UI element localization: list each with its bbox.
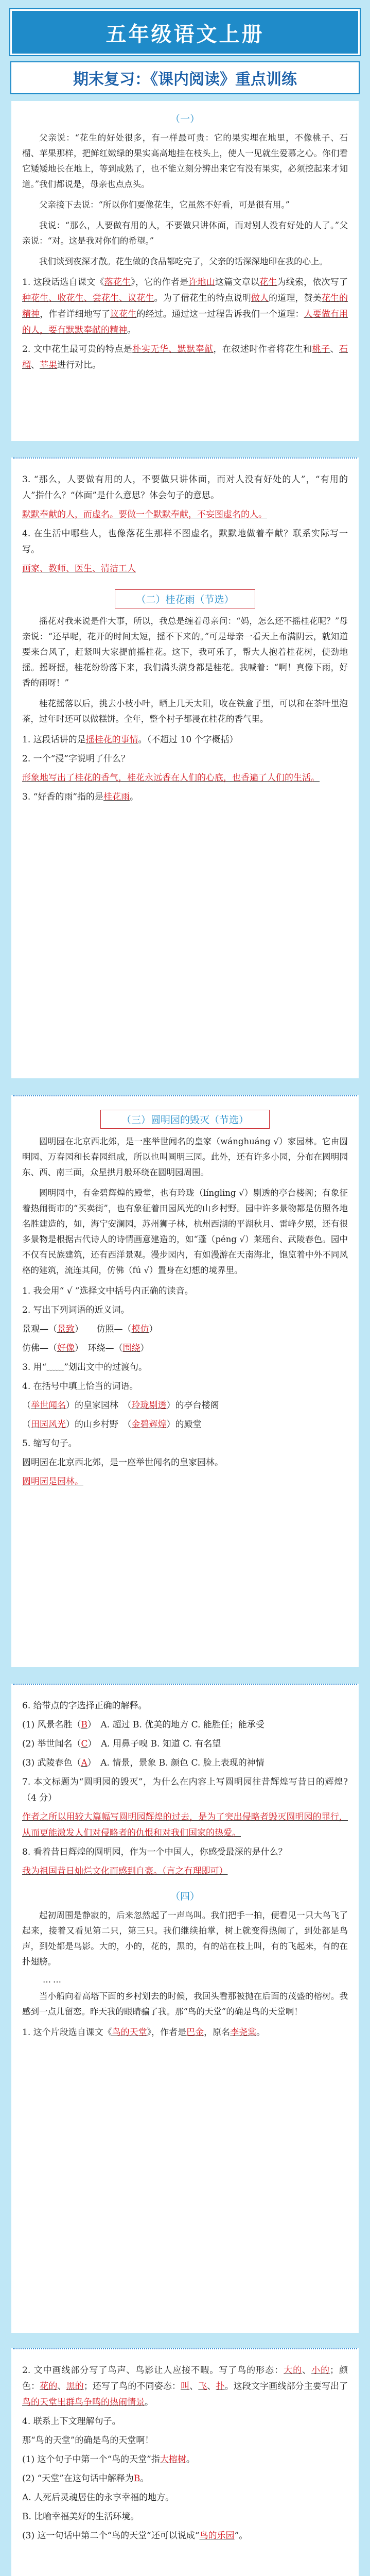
answer-3-5: 圆明园是园林。: [22, 1477, 83, 1487]
question-text: ；颜色：: [22, 2365, 348, 2392]
question-2-2: 2. 一个“浸”字说明了什么？: [22, 754, 130, 764]
question-line: [22, 1321, 348, 1337]
paragraph: 当小船向着高塔下面的乡村划去的时候，我回头看那被抛在后面的茂盛的榕树。我感到一点儿留恋。昨天我的眼睛骗了我。那“鸟的天堂”的确是鸟的天堂啊！: [22, 1991, 348, 2016]
question-text: 的经过。通过这一过程告诉我们一个道理：: [136, 309, 304, 319]
answer-blank: 模仿: [131, 1324, 149, 1334]
question-text: 1. 我会用“ √ ”选择文中括号内正确的读音。: [22, 1286, 193, 1296]
question-text: 。: [130, 792, 139, 802]
card-divider: [13, 2348, 357, 2351]
question-text: 。这段文字画线部分主要写出了: [224, 2381, 348, 2392]
question-text: 。（不超过 10 个字概括）: [138, 735, 238, 745]
question-text: 、: [57, 2381, 66, 2392]
question-line: [22, 1736, 348, 1752]
question-text: 4. 在括号中填上恰当的词语。: [22, 1381, 138, 1392]
question-text: ，在叙述时作者将花生和: [213, 344, 312, 354]
question-2-1: [22, 732, 348, 748]
question-text: B. 比喻幸福美好的生活环境。: [22, 2512, 139, 2522]
question-text: 7. 本文标题为“圆明园的毁灭”，为什么在内容上写圆明园往昔辉煌写昔日的辉煌?（4 分）: [22, 1777, 348, 1803]
question-text: 。: [140, 2473, 149, 2484]
question-text: 、: [31, 360, 40, 370]
paragraph: 我说：“那么，人要做有用的人，不要做只讲体面，而对别人没有好处的人了。”父亲说：“对。这是我对你们的希望。”: [22, 221, 348, 246]
card-3: [11, 1095, 359, 1667]
answer-blank: C: [81, 1739, 88, 1749]
question-text: 4. 联系上下文理解句子。: [22, 2416, 121, 2427]
question-text: 。: [256, 2027, 266, 2038]
question-text: 进行对比。: [57, 360, 101, 370]
question-text: 为线索，依次写了: [277, 277, 348, 287]
question-text: (1) 这个句子中第一个“鸟的天堂”指: [22, 2454, 160, 2465]
question-text: （: [22, 1400, 31, 1411]
answer-blank: 花生: [259, 277, 277, 287]
question-text: 、: [207, 2381, 216, 2392]
questions-5: [22, 2414, 348, 2544]
answer-4-8: 我为祖国昔日灿烂文化而感到自豪。（言之有理即可）: [22, 1866, 228, 1876]
page: [0, 9, 370, 2576]
question-text: ） A. 超过 B. 优美的地方 C. 能胜任；能承受: [87, 1720, 265, 1730]
answer-blank: 飞: [198, 2381, 207, 2392]
card-5: [11, 2348, 359, 2576]
question-line: [22, 2471, 348, 2487]
answer-blank: 做人: [251, 293, 269, 303]
question-text: (2) 举世闻名（: [22, 1739, 81, 1749]
answer-blank: 金碧辉煌: [131, 1419, 167, 1430]
question-line: [22, 2509, 348, 2525]
question-text: ；还写了鸟的不同姿态：: [83, 2381, 181, 2392]
questions-3: [22, 1283, 348, 1471]
question-line: [22, 1417, 348, 1433]
answer-3: 默默奉献的人，而虚名。要做一个默默奉献，不妄图虚名的人。: [22, 510, 267, 520]
answer-blank: 摇桂花的事情: [85, 735, 138, 745]
answer-blank: 大榕树: [160, 2454, 186, 2465]
question-text: 、: [189, 2381, 199, 2392]
question-text: ） A. 用鼻子嗅 B. 知道 C. 有名望: [87, 1739, 221, 1749]
passage-1: [22, 130, 348, 269]
card-4: [11, 1684, 359, 2333]
answer-blank: A: [81, 1758, 87, 1768]
question-text: 。: [186, 2454, 195, 2465]
answer-blank: 围绕: [122, 1343, 140, 1353]
answer-blank: 人要做有用的人，要有默默奉献的精神: [22, 309, 348, 335]
answer-blank: 鸟的天堂里群鸟争鸣的热闹情景: [22, 2397, 145, 2408]
paragraph: 圆明园中，有金碧辉煌的殿堂，也有玲珑（língling √）剔透的亭台楼阁；有象征着热闹街市的“买卖街”，也有象征着田园风光的山乡村野。园中许多景物都是仿照各地名胜建造的，如，海宁安澜园，苏州狮子林，杭州西湖的平湖秋月、雷峰夕照，还有很多景物是根据古代诗人的诗情画意建造的，如“蓬（péng √）莱瑶台、武陵春色。园中不仅有民族建筑，还有西洋景观。漫步园内，有如漫游在天南海北，饱览着中外不同风格的建筑，流连其间，仿佛（fú √）置身在幻想的境界里。: [22, 1188, 348, 1275]
question-text: ，作者详细地写了: [40, 309, 111, 319]
question-line: [22, 1436, 348, 1452]
answer-blank: 花生的精神: [22, 293, 348, 319]
question-4: 4. 在生活中哪些人，也像落花生那样不图虚名，默默地做着奉献？联系实际写一写。: [22, 529, 348, 555]
answer-blank: 景致: [57, 1324, 75, 1334]
answer-blank: 朴实无华、默默奉献: [132, 344, 214, 354]
question-text: ”。: [234, 2531, 248, 2541]
question-3: 3. “那么，人要做有用的人，不要做只讲体面，而对人没有好处的人”，“有用的人”指什么？“体面”是什么意思？体会句子的意思。: [22, 474, 348, 501]
question-text: ）的皇家园林 （: [66, 1400, 132, 1411]
section-title-2: （二）桂花雨（节选）: [22, 589, 348, 608]
question-text: ）的亭台楼阁: [166, 1400, 219, 1411]
question-text: 、: [302, 2365, 312, 2376]
answer-blank: 落花生: [104, 277, 131, 287]
answer-blank: 举世闻名: [31, 1400, 66, 1411]
paragraph: 父亲接下去说：“所以你们要像花生，它虽然不好看，可是很有用。”: [39, 200, 290, 210]
answer-blank: 玲珑剔透: [131, 1400, 167, 1411]
section-title-3: （三）圆明园的毁灭（节选）: [22, 1110, 348, 1129]
answer-blank: B: [81, 1720, 87, 1730]
paragraph: 我们谈到夜深才散。花生做的食品都吃完了，父亲的话深深地印在我的心上。: [39, 257, 328, 266]
paragraph: 摇花对我来说是件大事，所以，我总是缠着母亲问：“妈，怎么还不摇桂花呢？”母亲说：“还早呢，花开的时间太短，摇不下来的。”可是母亲一看天上布满阴云，就知道要来台风了，赶紧叫大家提前摇桂花。这下，我可乐了，帮大人抱着桂花树，使劲地摇。摇呀摇，桂花纷纷落下来，我们满头满身都是桂花。我喊着：“啊！真像下雨，好香的雨呀！”: [22, 616, 348, 688]
answer-blank: 桂花雨: [103, 792, 130, 802]
answer-blank: 石榴: [22, 344, 348, 370]
passage-4: [22, 1908, 348, 1970]
paragraph: 桂花摇落以后，挑去小枝小叶，晒上几天太阳，收在铁盒子里，可以和在茶叶里泡茶，过年时还可以做糕饼。全年，整个村子都浸在桂花的香气里。: [22, 699, 348, 724]
question-line: [22, 2452, 348, 2468]
answer-blank: 黑的: [66, 2381, 84, 2392]
question-text: 3. 用“﹏﹏”划出文中的过渡句。: [22, 1362, 148, 1372]
answer-blank: 巴金: [186, 2027, 204, 2038]
section-title-4: （四）: [170, 1891, 200, 1902]
question-text: ）: [140, 1343, 149, 1353]
question-text: ）: [149, 1324, 158, 1334]
question-line: [22, 1283, 348, 1299]
question-text: 、: [330, 344, 340, 354]
question-text: 》，作者是: [147, 2027, 187, 2038]
question-text: ） 仿照—（: [75, 1324, 132, 1334]
card-divider: [13, 1095, 357, 1098]
question-text: 1. 这段话讲的是: [22, 735, 86, 745]
answer-blank: 议花生: [110, 309, 137, 319]
answer-blank: 扑: [216, 2381, 225, 2392]
question-text: (3) 武陵春色（: [22, 1758, 81, 1768]
question-line: [22, 2528, 348, 2544]
answer-blank: 桃子: [312, 344, 330, 354]
answer-blank: 花的: [40, 2381, 58, 2392]
card-2: [11, 457, 359, 1078]
answer-blank: 许地山: [188, 277, 215, 287]
answer-4-7: 作者之所以用较大篇幅写圆明园辉煌的过去，是为了突出侵略者毁灭圆明园的罪行，从而更能激发人们对侵略者的仇恨和对我们国家的热爱。: [22, 1812, 348, 1838]
question-line: [22, 1302, 348, 1318]
question-line: [22, 1379, 348, 1395]
card-1: [11, 101, 359, 441]
question-line: [22, 1455, 348, 1471]
question-text: 1. 这段话选自课文《: [22, 277, 104, 287]
question-text: 》，它的作者是: [131, 277, 189, 287]
question-2-3: [22, 789, 348, 805]
questions-4: [22, 1698, 348, 1806]
question-line: [22, 2433, 348, 2449]
question-line: [22, 1717, 348, 1733]
question-text: A. 人死后灵魂居住的永享幸福的地方。: [22, 2493, 174, 2503]
question-text: 。: [127, 325, 136, 335]
passage-4b: [22, 1989, 348, 2020]
question-line: [22, 1774, 348, 1806]
card-divider: [13, 457, 357, 460]
question-line: [22, 1698, 348, 1714]
answer-blank: 大的: [284, 2365, 303, 2376]
question-text: 。: [145, 2397, 153, 2408]
answer-blank: 好像: [57, 1343, 75, 1353]
answer-4: 画家、教师、医生、清洁工人: [22, 564, 136, 574]
question-text: 1. 这个片段选自课文《: [22, 2027, 112, 2038]
question-text: 景观—（: [22, 1324, 57, 1334]
ellipsis: ……: [43, 1975, 63, 1985]
question-4-1: [22, 2025, 348, 2041]
question-text: 仿佛—（: [22, 1343, 57, 1353]
question-text: (2) “天堂”在这句话中解释为: [22, 2473, 134, 2484]
question-text: ）的山乡村野 （: [66, 1419, 132, 1430]
question-line: [22, 2414, 348, 2430]
question-line: [22, 1341, 348, 1357]
question-text: (1) 风景名胜（: [22, 1720, 81, 1730]
answer-blank: 苹果: [40, 360, 57, 370]
question-text: ，原名: [204, 2027, 231, 2038]
answer-blank: 鸟的乐园: [199, 2531, 235, 2541]
question-text: 那“鸟的天堂”的确是鸟的天堂啊！: [22, 2435, 154, 2446]
question-text: ） 环绕—（: [75, 1343, 123, 1353]
answer-blank: 小的: [311, 2365, 330, 2376]
section-title-1: （一）: [170, 113, 200, 125]
passage-3: [22, 1134, 348, 1278]
answer-blank: 田园风光: [31, 1419, 66, 1430]
question-text: 6. 给带点的字选择正确的解释。: [22, 1701, 147, 1711]
question-text: 2. 文中画线部分写了鸟声、鸟影让人应接不暇。写了鸟的形态：: [22, 2365, 284, 2376]
question-text: 。为了借花生的特点说明: [154, 293, 251, 303]
question-text: 2. 写出下列词语的近义词。: [22, 1305, 130, 1315]
answer-blank: 鸟的天堂: [112, 2027, 147, 2038]
question-4-8: 8. 看着昔日辉煌的圆明园，作为一个中国人，你感受最深的是什么？: [22, 1847, 287, 1857]
question-line: [22, 1398, 348, 1414]
answer-blank: 叫: [181, 2381, 190, 2392]
page-title: 五年级语文上册: [105, 23, 265, 46]
paragraph: 起初周围是静寂的，后来忽然起了一声鸟叫。我们把手一拍，便看见一只大鸟飞了起来，接着又看见第二只，第三只。我们继续拍掌，树上就变得热闹了，到处都是鸟声，到处都是鸟影。大的，小的，花的，黑的，有的站在枝上叫，有的飞起来，有的在扑翅膀。: [22, 1910, 348, 1967]
title-banner: [10, 9, 360, 55]
question-text: ）的殿堂: [166, 1419, 202, 1430]
answer-blank: 种花生、收花生、尝花生、议花生: [22, 293, 154, 303]
question-2: [22, 342, 348, 374]
question-5-2: [22, 2363, 348, 2411]
question-1: [22, 275, 348, 338]
question-line: [22, 1360, 348, 1376]
answer-2-2: 形象地写出了桂花的香气，桂花永远香在人们的心底，也香遍了人们的生活。: [22, 773, 320, 783]
answer-blank: B: [133, 2473, 140, 2484]
question-text: 圆明园在北京西北郊，是一座举世闻名的皇家园林。: [22, 1458, 223, 1468]
paragraph: 父亲说：“花生的好处很多，有一样最可贵：它的果实埋在地里，不像桃子、石榴、苹果那样，把鲜红嫩绿的果实高高地挂在枝头上，使人一见就生爱慕之心。你们看它矮矮地长在地上，等到成熟了，也不能立刻分辨出来它有没有果实，必须挖起来才知道。”我们都说是，母亲也点点头。: [22, 133, 348, 189]
question-text: (3) 这一句话中第二个“鸟的天堂”还可以说成“: [22, 2531, 200, 2541]
question-text: （: [22, 1419, 31, 1430]
question-text: 5. 缩写句子。: [22, 1438, 77, 1449]
answer-blank: 李尧棠: [230, 2027, 257, 2038]
question-line: [22, 1755, 348, 1771]
passage-2: [22, 614, 348, 727]
question-text: 3. “好香的雨”指的是: [22, 792, 104, 802]
paragraph: 圆明园在北京西北郊，是一座举世闻名的皇家（wánghuáng √）家园林。它由圆明园、万春园和长春园组成，所以也叫圆明三园。此外，还有许多小园，分布在圆明园东、西、南三面，众星拱月般环绕在圆明园周围。: [22, 1137, 348, 1177]
question-text: 2. 文中花生最可贵的特点是: [22, 344, 133, 354]
card-divider: [13, 1684, 357, 1686]
question-text: 的道理，赞美: [269, 293, 322, 303]
question-line: [22, 2490, 348, 2506]
subtitle-bar: 期末复习：《课内阅读》重点训练: [10, 61, 360, 94]
question-text: ） A. 情景，景象 B. 颜色 C. 脸上表现的神情: [87, 1758, 265, 1768]
question-text: 这篇文章以: [215, 277, 260, 287]
